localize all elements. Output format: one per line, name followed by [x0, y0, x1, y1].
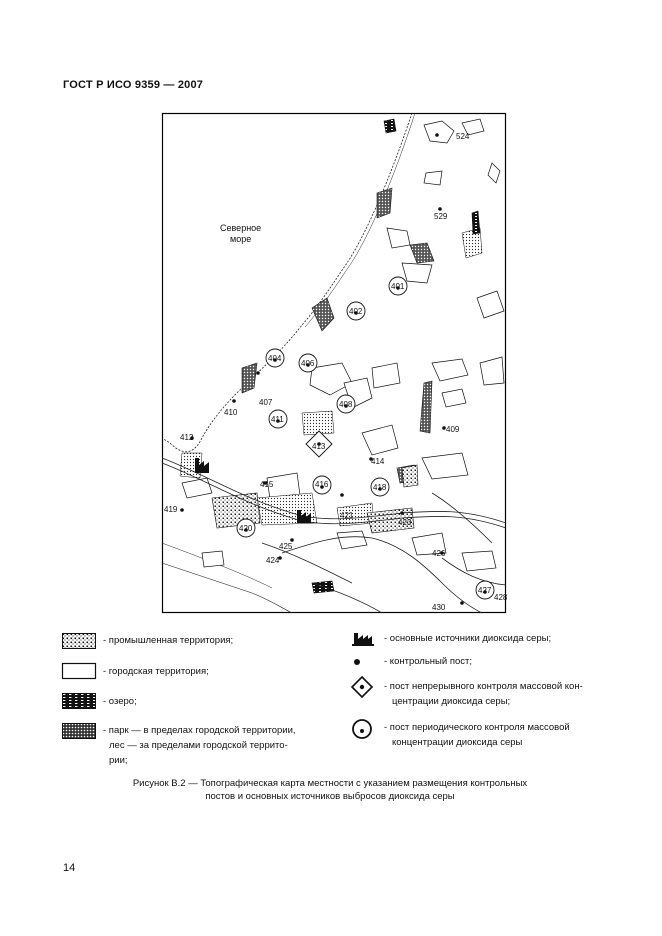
diamond-dot-icon [351, 676, 373, 698]
station-label: 420 [239, 524, 253, 533]
station-label: 421 [340, 511, 354, 520]
lake-icon [62, 693, 96, 709]
legend-park-text [103, 723, 296, 768]
station-label: 524 [456, 132, 470, 141]
station-label: 428 [494, 593, 508, 602]
station-label: 418 [373, 483, 387, 492]
station-label: 416 [315, 480, 329, 489]
station-label: 427 [478, 586, 492, 595]
legend-industrial-text: - промышленная территория; [103, 635, 234, 646]
page-number: 14 [63, 862, 76, 874]
station-label: 401 [391, 282, 405, 291]
station-label: 412 [180, 433, 194, 442]
industrial-area-icon [62, 633, 96, 649]
station-label: 410 [224, 408, 238, 417]
station-label: 425 [279, 542, 293, 551]
station-label: 402 [349, 307, 363, 316]
legend-factory-text: - основные источники диоксида серы; [384, 633, 552, 644]
station-label: 406 [301, 359, 315, 368]
figure-caption [95, 777, 565, 803]
station-label: 404 [268, 354, 282, 363]
station-label: 424 [266, 556, 280, 565]
document-header: ГОСТ Р ИСО 9359 — 2007 [63, 79, 204, 91]
legend-park-line3: рии; [109, 755, 128, 766]
legend-park-line2: лес — за пределами городской террито- [109, 740, 288, 751]
station-label: 419 [164, 505, 178, 514]
legend-diamond-line1: - пост непрерывного контроля массовой кон- [384, 681, 583, 692]
station-label: 415 [260, 480, 274, 489]
legend-urban-text: - городская территория; [103, 666, 209, 677]
station-label: 529 [434, 212, 448, 221]
station-label: 426 [432, 549, 446, 558]
station-label: 423 [398, 518, 412, 527]
sea-label-1: Северное [220, 223, 262, 233]
urban-area-icon [62, 663, 96, 679]
sea-label-2: море [230, 234, 252, 244]
legend-park-line1: - парк — в пределах городской территории, [103, 725, 296, 736]
station-label: 414 [371, 457, 385, 466]
station-label: 413 [312, 442, 326, 451]
legend-lake-text: - озеро; [103, 696, 137, 707]
circle-dot-icon [351, 718, 373, 740]
legend-dot-text: - контрольный пост; [384, 656, 472, 667]
topographic-map [162, 113, 506, 613]
station-label: 409 [446, 425, 460, 434]
station-label: 407 [259, 398, 273, 407]
station-label: 408 [339, 400, 353, 409]
caption-line1: Рисунок В.2 — Топографическая карта местности с указанием размещения контрольных [132, 778, 528, 789]
legend-circle-line2: концентрации диоксида серы [392, 737, 523, 748]
legend-circle-text [384, 720, 570, 750]
legend-diamond-text [384, 679, 583, 709]
factory-icon [351, 630, 375, 646]
caption-line2: постов и основных источников выбросов диоксида серы [205, 791, 455, 802]
park-forest-icon [62, 723, 96, 739]
station-label: 430 [432, 603, 446, 612]
dot-icon [351, 655, 371, 667]
legend-circle-line1: - пост периодического контроля массовой [384, 722, 570, 733]
station-label: 411 [271, 415, 284, 424]
legend-diamond-line2: центрации диоксида серы; [392, 696, 511, 707]
